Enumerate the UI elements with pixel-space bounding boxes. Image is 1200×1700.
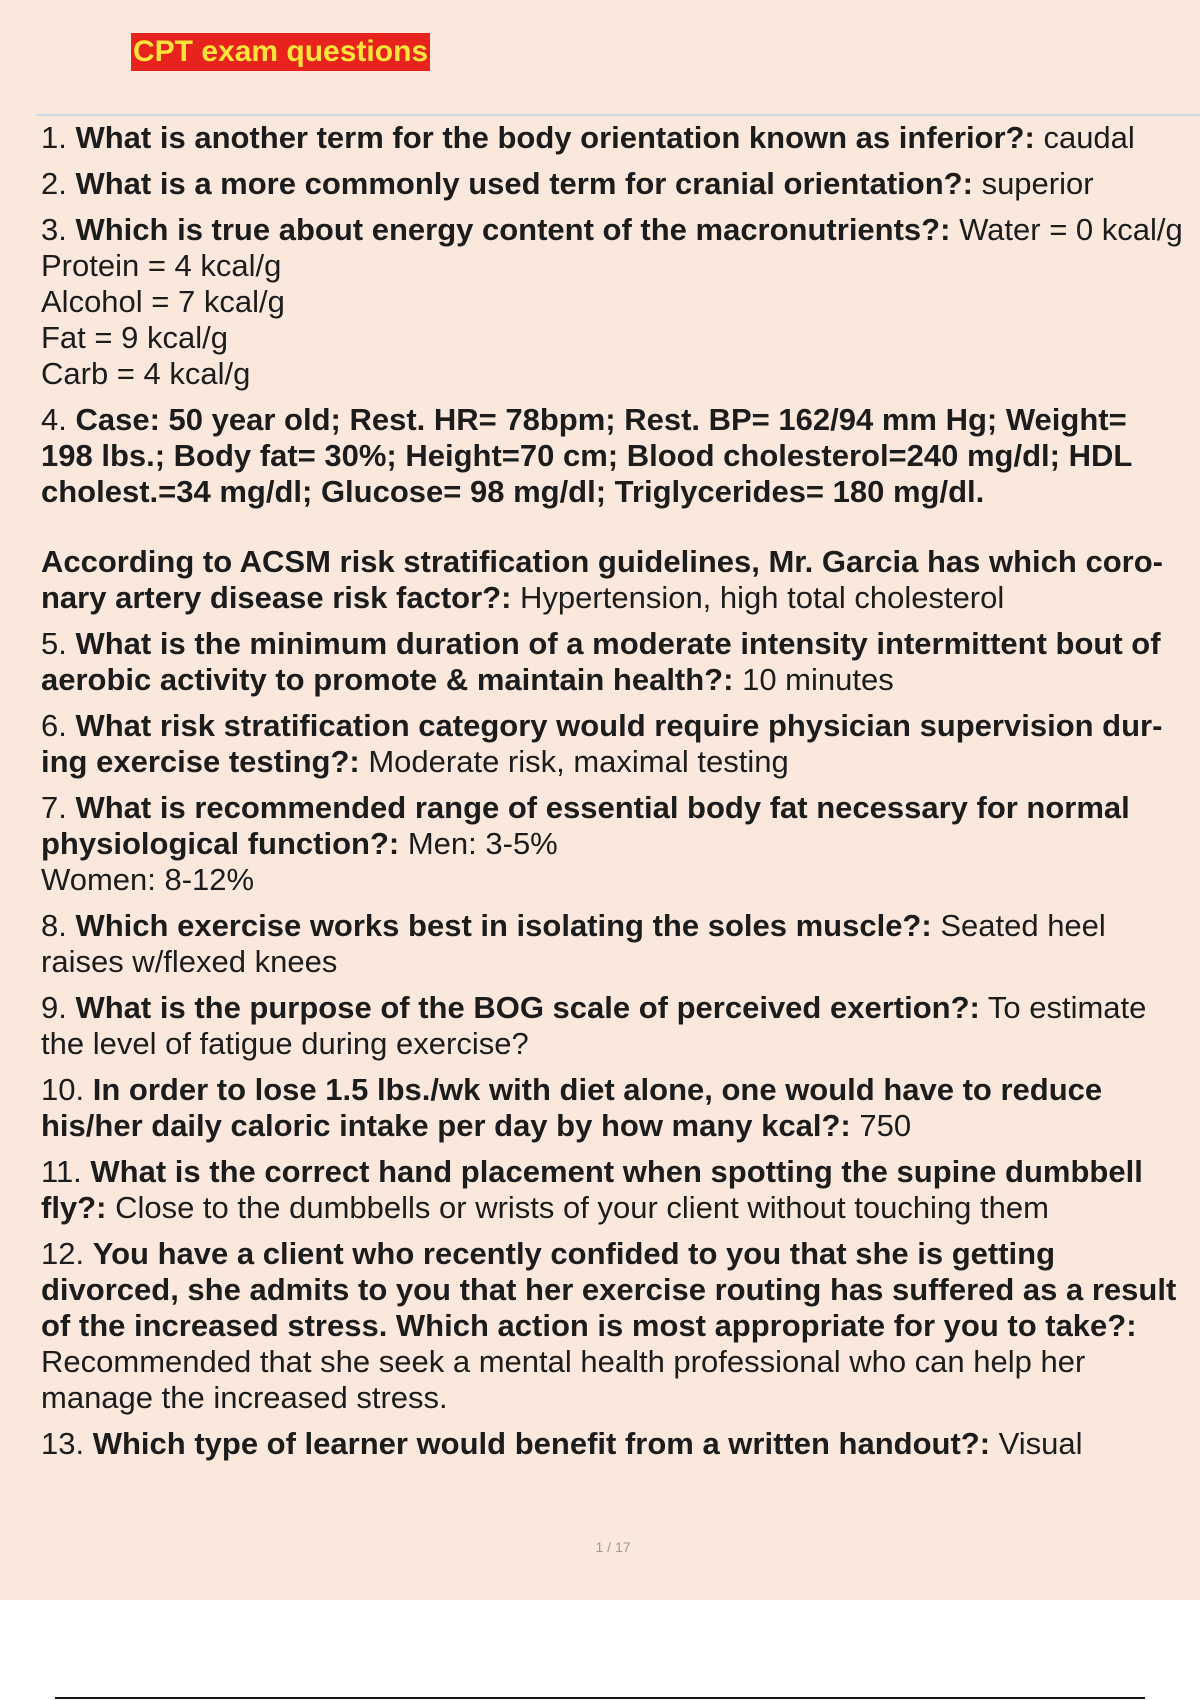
question-text: According to ACSM risk stratification guidelines, Mr. Garcia has which coro-nary artery disease risk factor?: — [41, 544, 1163, 615]
answer-text: Moderate risk, maximal testing — [368, 744, 789, 779]
question-text: What is the minimum duration of a moderate intensity intermittent bout of aerobic activity to promote & maintain health?: — [41, 626, 1161, 697]
case-line: cholest.=34 mg/dl; Glucose= 98 mg/dl; Triglycerides= 180 mg/dl. — [41, 474, 985, 509]
question-text: You have a client who recently confided to you that she is getting divorced, she admits to you that her exercise routing has suffered as a result of the increased stress. Which action is most appropriate for you to take?: — [41, 1236, 1177, 1343]
answer-text: Close to the dumbbells or wrists of your client without touching them — [115, 1190, 1049, 1225]
answer-text: Water = 0 kcal/g — [959, 212, 1183, 247]
case-line — [41, 402, 1191, 438]
question-number: 7. — [41, 790, 67, 825]
question-text: In order to lose 1.5 lbs./wk with diet alone, one would have to reduce his/her daily caloric intake per day by how many kcal?: — [41, 1072, 1103, 1143]
answer-text: To estimate the level of fatigue during exercise? — [41, 990, 1147, 1061]
question-item-13 — [41, 1426, 1191, 1462]
question-text: Which is true about energy content of the macronutrients?: — [75, 212, 951, 247]
question-list — [41, 120, 1191, 1472]
answer-text: Visual — [998, 1426, 1083, 1461]
answer-text: 10 minutes — [742, 662, 894, 697]
answer-text: superior — [981, 166, 1094, 201]
question-number: 13. — [41, 1426, 85, 1461]
question-item-10 — [41, 1072, 1191, 1144]
question-number: 6. — [41, 708, 67, 743]
question-text: What risk stratification category would require physician supervision dur-ing exercise testing?: — [41, 708, 1163, 779]
question-item-11 — [41, 1154, 1191, 1226]
question-item-1 — [41, 120, 1191, 156]
question-number: 5. — [41, 626, 67, 661]
question-item-7 — [41, 790, 1191, 898]
question-text: What is a more commonly used term for cranial orientation?: — [75, 166, 973, 201]
answer-text: Seated heel raises w/flexed knees — [41, 908, 1106, 979]
answer-line: Alcohol = 7 kcal/g — [41, 284, 285, 319]
answer-line: Women: 8-12% — [41, 862, 255, 897]
answer-text: Men: 3-5% — [407, 826, 558, 861]
question-item-4 — [41, 402, 1191, 616]
question-text: What is the correct hand placement when spotting the supine dumbbell fly?: — [41, 1154, 1143, 1225]
footer-divider — [55, 1697, 1145, 1699]
question-text: What is the purpose of the BOG scale of perceived exertion?: — [75, 990, 980, 1025]
question-number: 4. — [41, 402, 67, 437]
question-number: 12. — [41, 1236, 85, 1271]
answer-line: Fat = 9 kcal/g — [41, 320, 228, 355]
page-number: 1 / 17 — [595, 1539, 631, 1555]
answer-text: Recommended that she seek a mental health professional who can help her manage the increased stress. — [41, 1344, 1086, 1415]
question-text: What is recommended range of essential body fat necessary for normal physiological function?: — [41, 790, 1130, 861]
answer-line: Protein = 4 kcal/g — [41, 248, 282, 283]
question-text: Which type of learner would benefit from a written handout?: — [92, 1426, 991, 1461]
answer-text: caudal — [1043, 120, 1135, 155]
case-line: 198 lbs.; Body fat= 30%; Height=70 cm; Blood cholesterol=240 mg/dl; HDL — [41, 438, 1133, 473]
question-number: 9. — [41, 990, 67, 1025]
question-number: 3. — [41, 212, 67, 247]
answer-text: Hypertension, high total cholesterol — [520, 580, 1005, 615]
question-number: 10. — [41, 1072, 85, 1107]
question-item-2 — [41, 166, 1191, 202]
question-item-6 — [41, 708, 1191, 780]
question-item-8 — [41, 908, 1191, 980]
question-number: 11. — [41, 1154, 82, 1189]
header-divider — [36, 114, 1200, 116]
question-number: 2. — [41, 166, 67, 201]
question-text: What is another term for the body orientation known as inferior?: — [75, 120, 1035, 155]
document-title: CPT exam questions — [131, 33, 430, 71]
question-item-3 — [41, 212, 1191, 392]
question-item-5 — [41, 626, 1191, 698]
question-item-9 — [41, 990, 1191, 1062]
answer-line: Carb = 4 kcal/g — [41, 356, 251, 391]
question-text: Which exercise works best in isolating the soles muscle?: — [75, 908, 932, 943]
spacer — [41, 510, 1191, 544]
question-number: 1. — [41, 120, 67, 155]
question-item-12 — [41, 1236, 1191, 1416]
case-text: Case: 50 year old; Rest. HR= 78bpm; Rest. BP= 162/94 mm Hg; Weight= — [75, 402, 1127, 437]
answer-text: 750 — [859, 1108, 912, 1143]
question-number: 8. — [41, 908, 67, 943]
